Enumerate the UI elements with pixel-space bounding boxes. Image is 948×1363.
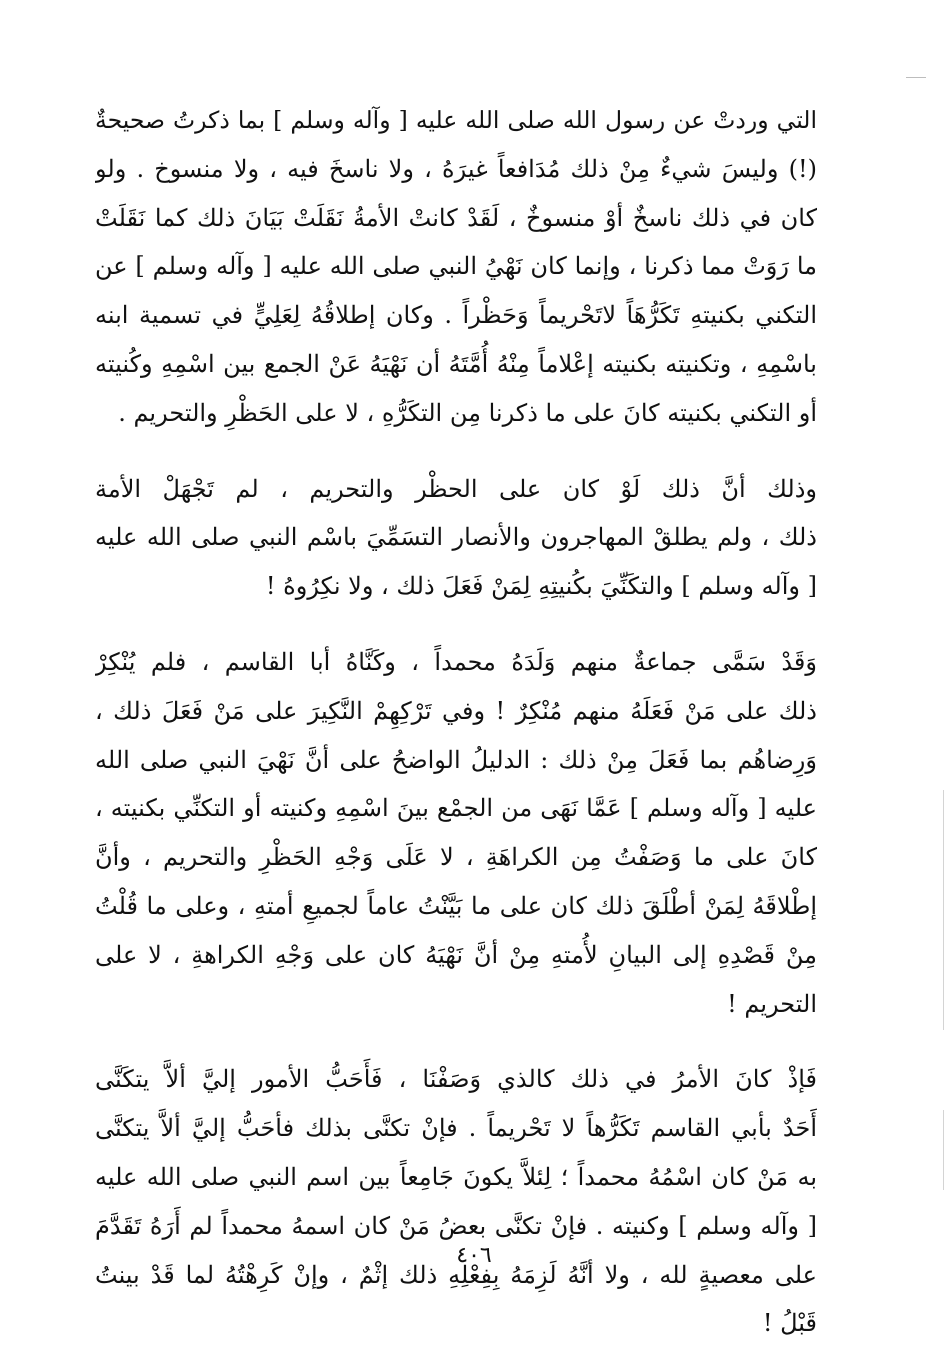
page-number: ٤٠٦ [456,1243,492,1268]
body-text [95,96,817,1348]
margin-tick-mark [906,77,926,78]
text-line: إطْلاقَهُ لِمَنْ أطْلَقَ ذلك كان على ما بَيَّنْتُ عاماً لجميعِ أمتهِ ، وعلى ما قُلْتُ [95,891,817,920]
text-line: وَرِضاهُم بما فَعَلَ مِنْ ذلك : الدليلُ الواضحُ على أنَّ نَهْيَ النبي صلى الله [95,745,817,774]
text-line: ما رَوَتْ مما ذكرنا ، وإنما كان نَهْيُ النبي صلى الله عليه [ وآله وسلم ] عن [95,252,817,281]
text-line: فَإذْ كانَ الأمرُ في ذلك كالذي وَصَفْنَا ، فَأَحَبُّ الأمور إليَّ ألاَّ يتكَنَّى [95,1065,817,1094]
text-line: التي وردتْ عن رسول الله صلى الله عليه [ وآله وسلم ] بما ذكرتُ صحيحةٌ [95,106,817,134]
text-line: مِنْ قَصْدِهِ إلى البيانِ لأُمتهِ مِنْ أنَّ نَهْيَهُ كان على وَجْهِ الكراهةِ ، لا على [95,940,817,969]
text-line: قَبْلُ ! [762,1309,817,1338]
paragraph-1 [95,96,817,438]
text-line: عليه [ وآله وسلم ] عَمَّا نَهَى من الجمْع بينَ اسْمِهِ وكنيته أو التكنِّي بكنيته ، [95,794,817,823]
text-line: باسْمِهِ ، وتكنيته بكنيته إعْلاماً مِنْهُ أُمَّتَهُ أن نَهْيَهُ عَنْ الجمع بين اسْمِهِ وكُنيته [95,349,817,378]
text-line: أَحَدٌ بأبي القاسم تَكَرُّهاً لا تَحْريماً . فإنْ تكنَّى بذلك فأحَبُّ إليَّ ألاَّ يتكنَّى [95,1114,817,1143]
paragraph-2 [95,465,817,611]
text-line: كانَ على ما وَصَفْتُ مِن الكراهَةِ ، لا عَلَى وَجْهِ الحَظْرِ والتحريم ، وأنَّ [95,843,817,872]
text-line: ذلك ، ولم يطلقْ المهاجرون والأنصار التسَمِّيَ باسْم النبي صلى الله عليه [95,523,817,552]
text-line: التحريم ! [727,989,817,1018]
text-line: التكني بكنيتهِ تَكَرُّهَاً لاتَحْريماً وَحَظْراً . وكان إطلاقُهُ لِعَلِيٍّ في تسمية ابنه [95,301,817,330]
text-line: به مَنْ كان اسْمُهُ محمداً ؛ لِئلاَّ يكونَ جَامِعاً بين اسم النبي صلى الله عليه [95,1162,817,1191]
text-line: [ وآله وسلم ] والتكَنِّيَ بكُنيتِهِ لِمَنْ فَعَلَ ذلك ، ولا نكِرُوهُ ! [265,572,817,601]
text-line: أو التكني بكنيته كانَ على ما ذكرنا مِن التكَرُّهِ ، لا على الحَظْرِ والتحريم . [118,398,817,427]
text-line: وذلك أنَّ ذلك لَوْ كان على الحظْر والتحريم ، لم تَجْهَلْ الأمة [95,474,817,503]
text-line: كان في ذلك ناسخٌ أوْ منسوخٌ ، لَقَدْ كانتْ الأمةُ نَقَلَتْ بَيَانَ ذلك كما نَقَلَتْ [95,203,817,232]
text-line: على معصيةٍ لله ، ولا أنَّهُ لَزِمَهُ بِفِعْلِهِ ذلك إثْمٌ ، وإنْ كَرِهْتُهُ لما قَدْ بينتُ [95,1260,817,1289]
text-line: (!) وليسَ شيءٌ مِنْ ذلك مُدَافعاً غيرَهُ ، ولا ناسخَ فيه ، ولا منسوخ . ولو [95,154,817,183]
paragraph-4 [95,1055,817,1348]
paragraph-3 [95,638,817,1028]
text-line: [ وآله وسلم ] وكنيته . فإنْ تكنَّى بعضُ مَنْ كان اسمهُ محمداً لم أَرَهُ تَقَدَّمَ [95,1211,817,1240]
scan-edge-line [943,790,944,1030]
text-line: ذلك على مَنْ فَعَلَهُ منهم مُنْكِرٌ ! وفي تَرْكِهِمْ النَّكِيرَ على مَنْ فَعَلَ ذلك ، [95,696,817,725]
scan-edge-line [943,1110,944,1190]
text-line: وَقَدْ سَمَّى جماعةٌ منهم وَلَدَهُ محمداً ، وكَنَّاهُ أبا القاسم ، فلم يُنْكِرْ [95,647,817,676]
